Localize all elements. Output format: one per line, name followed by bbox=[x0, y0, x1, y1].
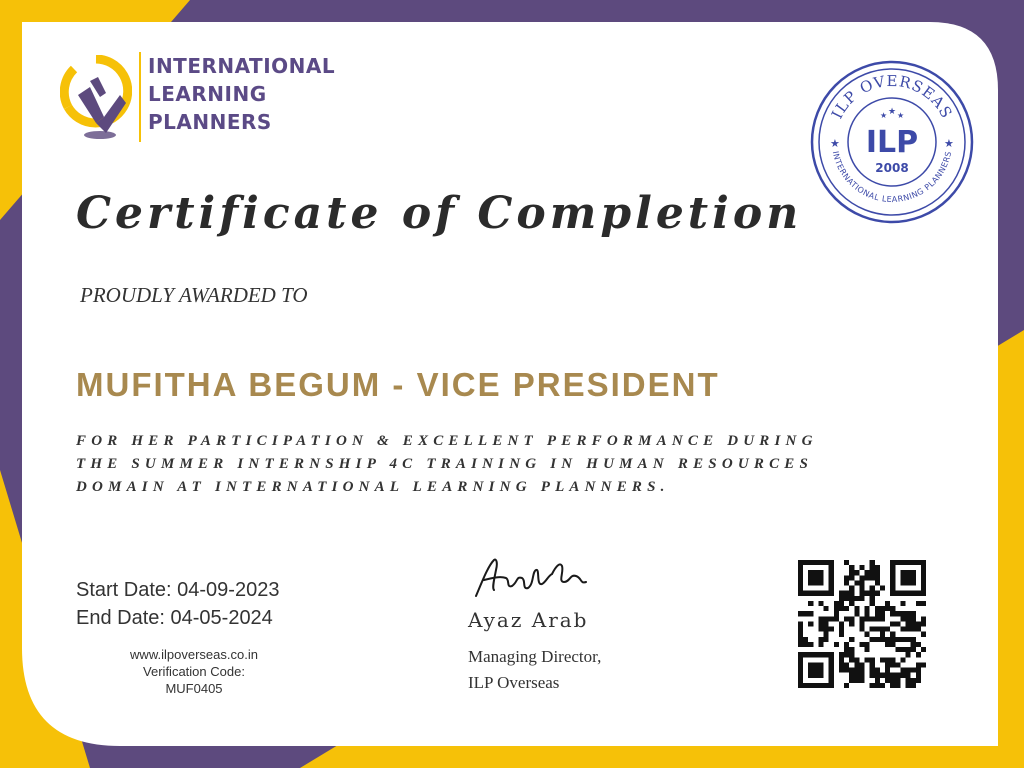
end-date: End Date: 04-05-2024 bbox=[76, 607, 273, 629]
website-link[interactable]: www.ilpoverseas.co.in bbox=[130, 647, 258, 662]
logo-line-2: LEARNING bbox=[148, 82, 267, 106]
svg-text:★: ★ bbox=[880, 111, 888, 120]
signatory-role bbox=[468, 644, 601, 696]
logo-line-3: PLANNERS bbox=[148, 110, 272, 134]
certificate-description bbox=[76, 430, 936, 499]
ilp-logo-icon bbox=[60, 55, 132, 141]
seal-year: 2008 bbox=[875, 161, 909, 175]
seal-top-text: ILP OVERSEAS bbox=[827, 71, 956, 122]
description-line: FOR HER PARTICIPATION & EXCELLENT PERFORMANCE DURING bbox=[76, 433, 818, 449]
seal-bottom-text: INTERNATIONAL LEARNING PLANNERS bbox=[830, 150, 954, 205]
verification-qr-code[interactable] bbox=[798, 560, 926, 688]
description-line: DOMAIN AT INTERNATIONAL LEARNING PLANNERS. bbox=[76, 479, 670, 495]
seal-star-left-icon: ★ bbox=[830, 137, 840, 150]
date-block bbox=[76, 576, 279, 632]
svg-text:★: ★ bbox=[897, 111, 905, 120]
recipient-name: MUFITHA BEGUM - VICE PRESIDENT bbox=[76, 366, 720, 403]
signatory-org: ILP Overseas bbox=[468, 673, 560, 692]
ilp-overseas-seal bbox=[810, 60, 974, 224]
signatory-name: Ayaz Arab bbox=[468, 608, 589, 632]
signature-image bbox=[470, 552, 600, 602]
logo-divider bbox=[139, 52, 141, 142]
certificate-title: Certificate of Completion bbox=[76, 188, 803, 239]
svg-text:★: ★ bbox=[888, 107, 897, 117]
logo-line-1: INTERNATIONAL bbox=[148, 54, 336, 78]
verification-block bbox=[96, 646, 292, 697]
verification-code-label: Verification Code: bbox=[143, 664, 245, 679]
signatory-title: Managing Director, bbox=[468, 647, 602, 666]
seal-center-text: ILP bbox=[865, 125, 919, 160]
seal-star-right-icon: ★ bbox=[944, 137, 954, 150]
awarded-to-label: PROUDLY AWARDED TO bbox=[80, 283, 308, 307]
start-date: Start Date: 04-09-2023 bbox=[76, 579, 280, 601]
verification-code: MUF0405 bbox=[165, 681, 223, 696]
logo-wordmark bbox=[148, 52, 335, 136]
description-line: THE SUMMER INTERNSHIP 4C TRAINING IN HUMAN RESOURCES bbox=[76, 456, 814, 472]
